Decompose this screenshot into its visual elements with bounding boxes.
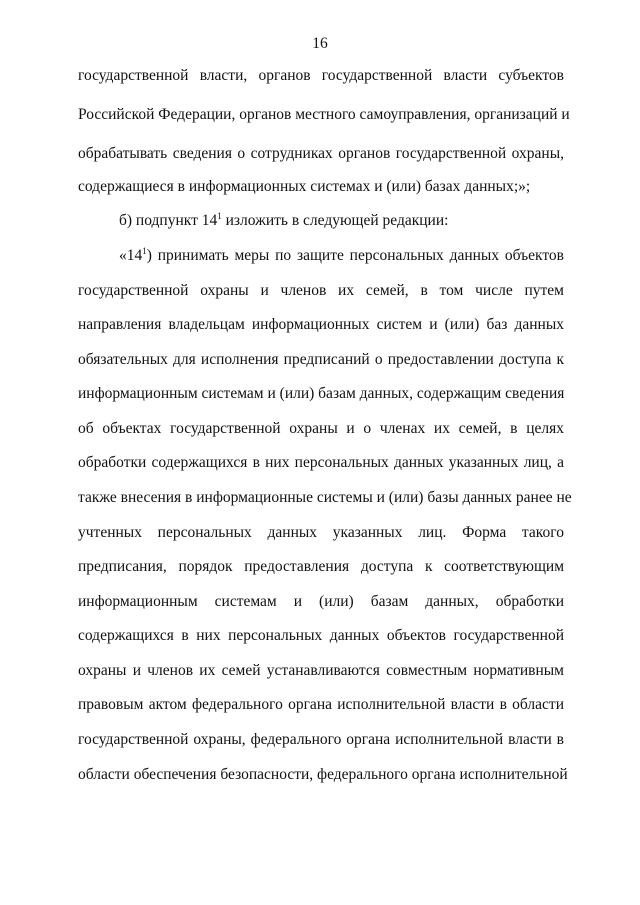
- paragraph-14-1-first-line: [78, 244, 564, 268]
- page-number: 16: [312, 35, 328, 52]
- text-line-4: содержащиеся в информационных системах и (или) базах данных;»;: [78, 178, 531, 195]
- subpoint-b-before: б) подпункт 14: [119, 212, 218, 229]
- text-line-9: обязательных для исполнения предписаний о предоставлении доступа к: [78, 351, 564, 368]
- text-line-1: государственной власти, органов государственной власти субъектов: [78, 67, 564, 84]
- text-line-17: содержащихся в них персональных данных объектов государственной: [78, 627, 564, 644]
- text-line-2: Российской Федерации, органов местного самоуправления, организаций и: [78, 106, 570, 123]
- text-line-16: информационным системам и (или) базам данных, обработки: [78, 593, 564, 610]
- text-line-8: направления владельцам информационных систем и (или) баз данных: [78, 316, 564, 333]
- text-line-10: информационным системам и (или) базам данных, содержащим сведения: [78, 385, 565, 402]
- paragraph-14-1-superscript: 1: [142, 246, 147, 256]
- text-line-18: охраны и членов их семей устанавливаются совместным нормативным: [78, 662, 564, 679]
- paragraph-14-1-after: ) принимать меры по защите персональных данных объектов: [146, 247, 564, 264]
- text-line-12: обработки содержащихся в них персональных данных указанных лиц, а: [78, 454, 564, 471]
- subpoint-b-heading: [78, 209, 564, 233]
- paragraph-14-1-before: «14: [119, 247, 143, 264]
- text-line-21: области обеспечения безопасности, федерального органа исполнительной: [78, 766, 568, 783]
- subpoint-b-after: изложить в следующей редакции:: [221, 212, 449, 229]
- text-line-3: обрабатывать сведения о сотрудниках органов государственной охраны,: [78, 145, 564, 162]
- text-line-11: об объектах государственной охраны и о членах их семей, в целях: [78, 420, 564, 437]
- text-line-7: государственной охраны и членов их семей, в том числе путем: [78, 282, 564, 299]
- text-line-15: предписания, порядок предоставления доступа к соответствующим: [78, 558, 564, 575]
- text-line-20: государственной охраны, федерального органа исполнительной власти в: [78, 731, 564, 748]
- subpoint-b-superscript: 1: [217, 211, 222, 221]
- text-line-14: учтенных персональных данных указанных лиц. Форма такого: [78, 524, 564, 541]
- text-line-19: правовым актом федерального органа исполнительной власти в области: [78, 696, 564, 713]
- text-line-13: также внесения в информационные системы и (или) базы данных ранее не: [78, 489, 572, 506]
